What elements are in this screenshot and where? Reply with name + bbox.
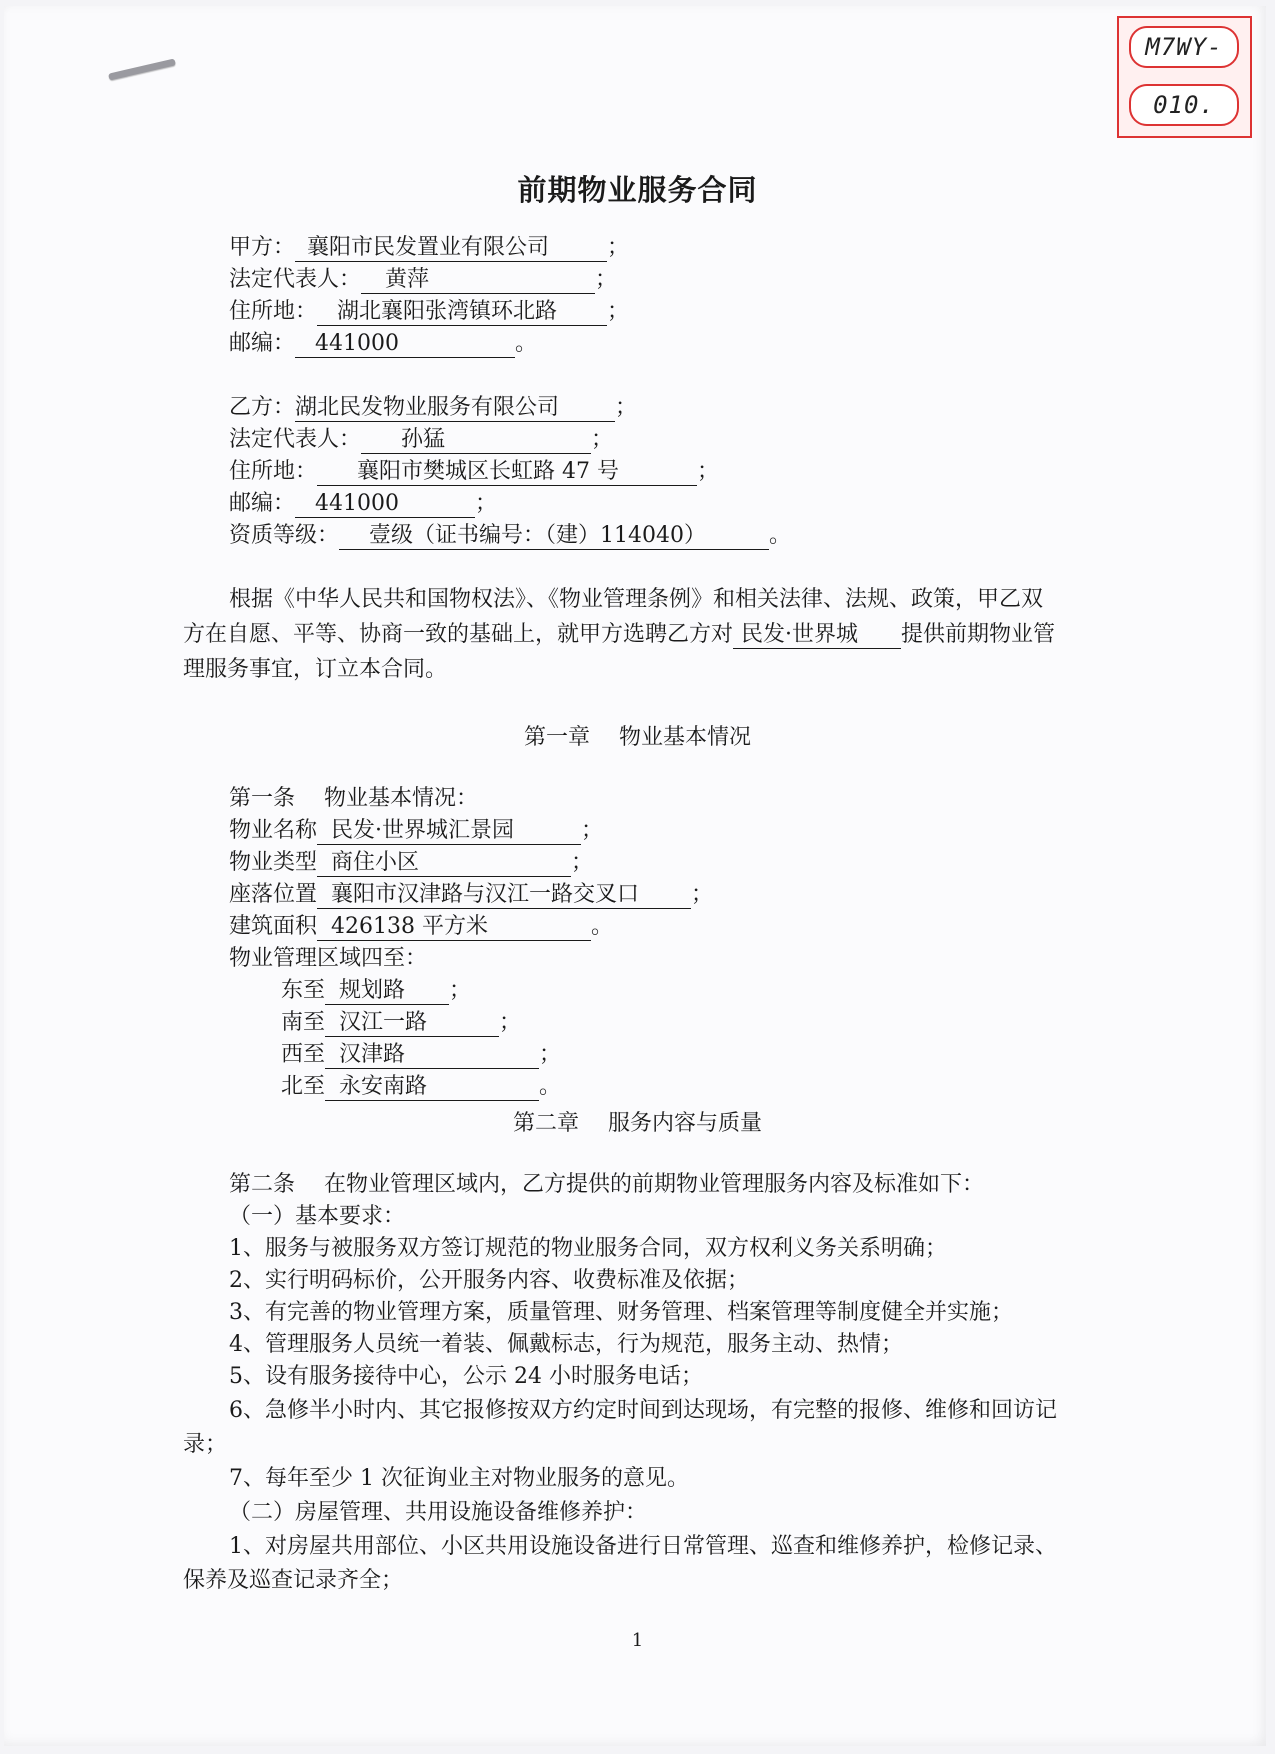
party-a-address: 湖北襄阳张湾镇环北路: [317, 299, 607, 326]
boundary-south: 汉江一路: [325, 1010, 499, 1037]
intro-text: 方在自愿、平等、协商一致的基础上，就甲方选聘乙方对: [183, 622, 734, 647]
punct: ；: [615, 395, 638, 420]
field-label: 物业名称: [229, 818, 318, 843]
field-label: 东至: [281, 978, 326, 1003]
punct: ；: [475, 491, 498, 516]
list-item-continuation: 保养及巡查记录齐全；: [183, 1568, 404, 1593]
list-item: 2、实行明码标价，公开服务内容、收费标准及依据；: [229, 1268, 749, 1293]
section-basic-requirements: （一）基本要求：: [229, 1204, 406, 1229]
punct: ；: [591, 427, 614, 452]
intro-line-2: [183, 620, 1055, 650]
stamp-code-top: M7WY-: [1129, 26, 1239, 68]
punct: ；: [697, 459, 720, 484]
list-item: 6、急修半小时内、其它报修按双方约定时间到达现场，有完整的报修、维修和回访记: [229, 1398, 1057, 1423]
intro-text: 提供前期物业管: [901, 622, 1056, 647]
list-item: 1、服务与被服务双方签订规范的物业服务合同，双方权利义务关系明确；: [229, 1236, 947, 1261]
address-label: 住所地：: [229, 299, 318, 324]
chapter-2-heading: 第二章 服务内容与质量: [513, 1111, 762, 1136]
section-maintenance: （二）房屋管理、共用设施设备维修养护：: [229, 1500, 648, 1525]
party-b-name: 湖北民发物业服务有限公司: [295, 395, 615, 422]
punct: 。: [515, 331, 538, 356]
punct: ；: [607, 235, 630, 260]
punct: 。: [591, 914, 614, 939]
boundaries-heading: 物业管理区域四至：: [229, 946, 428, 971]
punct: ；: [571, 850, 594, 875]
punct: 。: [769, 523, 792, 548]
party-b-zip-line: [229, 489, 497, 519]
project-name: 民发·世界城: [733, 622, 901, 649]
intro-line-3: 理服务事宜，订立本合同。: [183, 657, 448, 682]
party-a-rep-line: [229, 265, 617, 295]
page-number: 1: [631, 1630, 644, 1651]
property-type: 商住小区: [317, 850, 571, 877]
location-line: [229, 880, 713, 910]
party-b-line: [229, 393, 637, 423]
boundary-north: 永安南路: [325, 1074, 539, 1101]
punct: ；: [539, 1042, 562, 1067]
boundary-north-line: [281, 1072, 561, 1102]
qualification-label: 资质等级：: [229, 523, 340, 548]
punct: ；: [691, 882, 714, 907]
property-type-line: [229, 848, 593, 878]
intro-line-1: 根据《中华人民共和国物权法》、《物业管理条例》和相关法律、法规、政策，甲乙双: [229, 587, 1044, 612]
field-label: 座落位置: [229, 882, 318, 907]
party-b-rep: 孙猛: [361, 427, 591, 454]
list-item: 7、每年至少 1 次征询业主对物业服务的意见。: [229, 1466, 689, 1491]
field-label: 建筑面积: [229, 914, 318, 939]
list-item: 5、设有服务接待中心，公示 24 小时服务电话；: [229, 1364, 703, 1389]
list-item: 4、管理服务人员统一着装、佩戴标志，行为规范，服务主动、热情；: [229, 1332, 903, 1357]
list-item: 3、有完善的物业管理方案，质量管理、财务管理、档案管理等制度健全并实施；: [229, 1300, 1013, 1325]
building-area-line: [229, 912, 613, 942]
party-a-rep: 黄萍: [361, 267, 595, 294]
party-b-rep-line: [229, 425, 613, 455]
party-b-address: 襄阳市樊城区长虹路 47 号: [317, 459, 697, 486]
address-label: 住所地：: [229, 459, 318, 484]
building-area: 426138 平方米: [317, 914, 591, 941]
field-label: 南至: [281, 1010, 326, 1035]
boundary-east-line: [281, 976, 471, 1006]
list-item-continuation: 录；: [183, 1432, 228, 1457]
boundary-west: 汉津路: [325, 1042, 539, 1069]
list-item: 1、对房屋共用部位、小区共用设施设备进行日常管理、巡查和维修养护，检修记录、: [229, 1534, 1057, 1559]
party-a-zip: 441000: [295, 331, 515, 358]
punct: ；: [595, 267, 618, 292]
rep-label: 法定代表人：: [229, 427, 362, 452]
field-label: 西至: [281, 1042, 326, 1067]
article-2-heading: 第二条 在物业管理区域内，乙方提供的前期物业管理服务内容及标准如下：: [229, 1172, 984, 1197]
zip-label: 邮编：: [229, 331, 296, 356]
party-a-zip-line: [229, 329, 537, 359]
party-b-zip: 441000: [295, 491, 475, 518]
party-a-address-line: [229, 297, 629, 327]
party-b-qualification: 壹级（证书编号：（建）114040）: [339, 523, 769, 550]
boundary-east: 规划路: [325, 978, 449, 1005]
party-b-label: 乙方：: [229, 395, 296, 420]
punct: ；: [581, 818, 604, 843]
party-a-line: [229, 233, 629, 263]
property-name-line: [229, 816, 603, 846]
boundary-west-line: [281, 1040, 561, 1070]
field-label: 物业类型: [229, 850, 318, 875]
rep-label: 法定代表人：: [229, 267, 362, 292]
archive-stamp: [1117, 16, 1252, 138]
contract-title: 前期物业服务合同: [517, 173, 758, 207]
chapter-1-heading: 第一章 物业基本情况: [524, 725, 751, 750]
party-b-qualification-line: [229, 521, 791, 551]
field-label: 北至: [281, 1074, 326, 1099]
punct: ；: [607, 299, 630, 324]
punct: 。: [539, 1074, 562, 1099]
location: 襄阳市汉津路与汉江一路交叉口: [317, 882, 691, 909]
boundary-south-line: [281, 1008, 521, 1038]
punct: ；: [499, 1010, 522, 1035]
property-name: 民发·世界城汇景园: [317, 818, 581, 845]
punct: ；: [449, 978, 472, 1003]
article-1-heading: 第一条 物业基本情况：: [229, 786, 478, 811]
party-a-name: 襄阳市民发置业有限公司: [295, 235, 607, 262]
party-a-label: 甲方：: [229, 235, 296, 260]
party-b-address-line: [229, 457, 719, 487]
zip-label: 邮编：: [229, 491, 296, 516]
stamp-code-bottom: 010.: [1129, 84, 1239, 126]
